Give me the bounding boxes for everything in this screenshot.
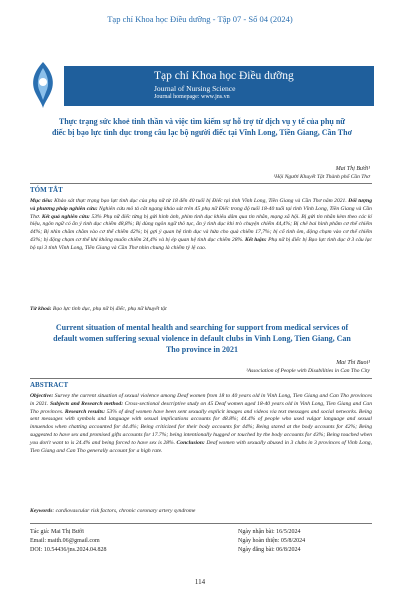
abstract-label: Subjects and Research method:	[50, 400, 124, 407]
abstract-sentence: 53% Phụ nữ điếc từng bị gửi hình ảnh, phim tình dục khiêu dâm qua tin nhắn, mạng xã hội. Bị gửi tin nhắn kèm theo các kí hiệu, ngôn ngữ có ẩn ý tình dục chiếm 48,8%; Bị dùng ngôn ngữ thô tục, ẩn ý tình dục khi trò chuyện chiếm 44,4%; Bị chê bai hình phẩm cơ thể chiếm 44%; Bị nhìn chằm chằm vào cơ thể chiếm 42%; bị gợi ý quan hệ tình dục và hứa cho quà chiếm 17,7%; bị cố tình ôm, động chạm vào cơ thể chiếm 43%; bị động chạm cơ thể khi không muốn chiếm 24,4% và bị ép quan hệ tình dục chiếm 28%.	[30, 213, 372, 243]
keywords-text: Bạo lực tình dục, phụ nữ bị điếc, phụ nữ khuyết tật	[51, 306, 167, 312]
author-vi: Mai Thị Bưởi¹	[335, 166, 370, 172]
article-title-vi: Thực trạng sức khoẻ tinh thần và việc tìm kiếm sự hỗ trợ từ dịch vụ y tế của phụ nữ điếc bị bạo lực tình dục trong câu lạc bộ người điếc tại Vĩnh Long, Tiền Giang, Cần Thơ	[52, 117, 353, 137]
keywords-label: Từ khoá:	[30, 306, 52, 312]
abstract-sentence: Cross-sectional descriptive study on 45 Deaf women aged 18-40 years old in Vinh Long, Tien Giang and Can Tho provinces.	[30, 400, 373, 415]
divider	[30, 378, 372, 379]
banner-subtitle: Journal of Nursing Science	[154, 84, 236, 93]
page-number: 114	[194, 578, 206, 586]
abstract-label: Đối tượng và phương pháp nghiên cứu:	[30, 198, 373, 212]
abstract-label: Conclusion:	[176, 439, 205, 446]
abstract-en	[30, 393, 372, 455]
affiliation-en: ¹Association of People with Disabilities in Can Tho City	[246, 368, 370, 374]
abstract-sentence: Phụ nữ bị điếc bị Bạo lực tình dục ở 3 câu lạc bộ tại 3 tỉnh Vĩnh Long, Tiền Giang và Cần Thơ nhìn chung là chiếm tỷ lệ cao.	[30, 236, 372, 251]
affiliation-vi: ¹Hội Người Khuyết Tật Thành phố Cần Thơ	[273, 174, 370, 180]
article-title-en: Current situation of mental health and searching for support from medical services of default women suffering sexual violence in default clubs in Vinh Long, Tien Giang, Can Tho province in 2021	[53, 323, 351, 354]
footer-published-date: Ngày đăng bài: 06/8/2024	[238, 547, 301, 553]
keywords-label: Keywords	[30, 508, 53, 514]
divider	[30, 183, 372, 184]
abstract-sentence: 53% of deaf women have been sent sexually explicit images and videos via text messages and social networks. Being sent messages with symbols and language with sexual implications accounts for 48.8%; 44.4% of people who used vulgar language and sexual innuendos when chatting accounted for 44.4%; Being criticized for their body accounts for 44%; Being stared at the body accounts for 42%; Being suggested to have sex and promised gifts accounts for 17.7%; being intentionally hugged or touched by the body accounts for 43%; Being touched when you don't want to is 24.4% and being forced to have sex is 28%.	[30, 408, 372, 446]
abstract-label: Kết luận:	[245, 236, 267, 243]
footer-doi[interactable]: DOI: 10.54436/jns.2024.04.828	[30, 547, 107, 553]
footer-author: Tác giả: Mai Thị Bưởi	[30, 529, 84, 535]
abstract-vi	[30, 198, 372, 253]
abstract-label: Kết quả nghiên cứu:	[41, 213, 90, 220]
abstract-sentence: Survey the current situation of sexual violence among Deaf women from 18 to 40 years old in Vinh Long, Tien Giang and Can Tho provinces in 2021.	[30, 393, 372, 407]
abstract-label: Mục tiêu:	[30, 198, 53, 204]
abstract-label: Objective:	[30, 393, 54, 399]
footer-email[interactable]: Email: maith.06@gmail.com	[30, 538, 100, 544]
keywords-text: : cardiovascular risk factors, chronic coronary artery syndrome	[52, 508, 196, 514]
footer-divider	[30, 523, 372, 524]
journal-logo-icon	[26, 60, 60, 110]
footer-right	[238, 528, 305, 555]
footer-received-date: Ngày nhận bài: 16/5/2024	[238, 529, 301, 535]
abstract-heading-vi: TÓM TẮT	[30, 186, 63, 194]
banner-homepage: Journal homepage: www.jns.vn	[154, 94, 230, 100]
author-en: Mai Thi Buoi¹	[336, 360, 370, 366]
footer-revised-date: Ngày hoàn thiện: 05/8/2024	[238, 538, 306, 544]
keywords-vi	[30, 306, 372, 312]
journal-header: Tạp chí Khoa học Điều dưỡng - Tập 07 - Số 04 (2024)	[107, 14, 293, 24]
journal-banner	[64, 66, 374, 106]
keywords-en	[30, 508, 372, 514]
footer-left	[30, 528, 107, 555]
abstract-sentence: Khảo sát thực trạng bạo lực tình dục của phụ nữ từ 18 đến 40 tuổi bị Điếc tại tỉnh Vĩnh Long, Tiền Giang và Cần Thơ năm 2021.	[52, 198, 349, 204]
banner-title: Tạp chí Khoa học Điều dưỡng	[154, 70, 294, 82]
abstract-label: Research results:	[64, 408, 106, 415]
abstract-sentence: Nghiên cứu mô tả cắt ngang khảo sát trên 45 phụ nữ Điếc trong độ tuổi 18-40 tuổi tại tỉnh Vĩnh Long, Tiền Giang và Cần Thơ.	[30, 205, 372, 220]
abstract-sentence: Deaf women with sexually abused in 3 clubs in 3 provinces of Vinh Long, Tien Giang and Can Tho generally account for a high rate.	[30, 439, 372, 454]
abstract-heading-en: ABSTRACT	[30, 381, 69, 389]
